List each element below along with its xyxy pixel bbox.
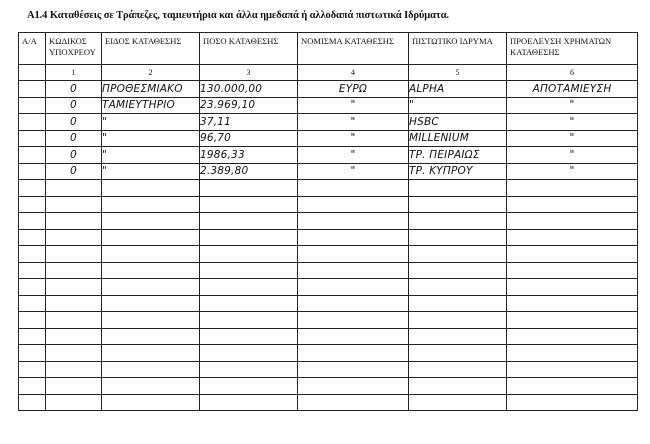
code-cell: 0 bbox=[46, 97, 102, 114]
code-cell bbox=[46, 394, 102, 411]
table-row bbox=[19, 97, 638, 114]
code-cell bbox=[46, 180, 102, 197]
origin-cell bbox=[507, 361, 638, 378]
currency-cell: " bbox=[298, 130, 409, 147]
type-cell bbox=[102, 279, 200, 296]
currency-cell bbox=[298, 213, 409, 230]
currency-cell bbox=[298, 378, 409, 395]
amount-cell bbox=[200, 345, 298, 362]
currency-cell bbox=[298, 361, 409, 378]
table-row bbox=[19, 130, 638, 147]
column-number: 3 bbox=[200, 65, 298, 81]
aa-cell bbox=[19, 196, 46, 213]
currency-cell bbox=[298, 312, 409, 329]
empty-table-row bbox=[19, 196, 638, 213]
code-cell: 0 bbox=[46, 147, 102, 164]
amount-cell bbox=[200, 262, 298, 279]
header-type: ΕΙΔΟΣ ΚΑΤΑΘΕΣΗΣ bbox=[102, 33, 200, 65]
bank-cell bbox=[409, 180, 507, 197]
column-number: 6 bbox=[507, 65, 638, 81]
bank-cell bbox=[409, 196, 507, 213]
aa-cell bbox=[19, 97, 46, 114]
bank-cell bbox=[409, 229, 507, 246]
empty-table-row bbox=[19, 361, 638, 378]
amount-cell bbox=[200, 361, 298, 378]
type-cell bbox=[102, 378, 200, 395]
bank-cell: ΤΡ. ΠΕΙΡΑΙΩΣ bbox=[409, 147, 507, 164]
origin-cell bbox=[507, 180, 638, 197]
currency-cell: ΕΥΡΩ bbox=[298, 81, 409, 98]
bank-cell bbox=[409, 262, 507, 279]
empty-table-row bbox=[19, 328, 638, 345]
currency-cell: " bbox=[298, 97, 409, 114]
code-cell bbox=[46, 196, 102, 213]
amount-cell: 1986,33 bbox=[200, 147, 298, 164]
bank-cell bbox=[409, 378, 507, 395]
amount-cell bbox=[200, 378, 298, 395]
amount-cell: 23.969,10 bbox=[200, 97, 298, 114]
column-number: 1 bbox=[46, 65, 102, 81]
currency-cell bbox=[298, 345, 409, 362]
table-row bbox=[19, 163, 638, 180]
empty-table-row bbox=[19, 246, 638, 263]
bank-cell: MILLENIUM bbox=[409, 130, 507, 147]
code-cell: 0 bbox=[46, 114, 102, 131]
code-cell bbox=[46, 312, 102, 329]
code-cell: 0 bbox=[46, 130, 102, 147]
header-aa: Α/Α bbox=[19, 33, 46, 65]
aa-cell bbox=[19, 295, 46, 312]
origin-cell bbox=[507, 279, 638, 296]
currency-cell bbox=[298, 229, 409, 246]
aa-cell bbox=[19, 147, 46, 164]
currency-cell: " bbox=[298, 147, 409, 164]
bank-cell bbox=[409, 312, 507, 329]
column-number: 4 bbox=[298, 65, 409, 81]
code-cell: 0 bbox=[46, 81, 102, 98]
type-cell bbox=[102, 196, 200, 213]
column-number-blank bbox=[19, 65, 46, 81]
aa-cell bbox=[19, 163, 46, 180]
type-cell bbox=[102, 262, 200, 279]
amount-cell bbox=[200, 213, 298, 230]
origin-cell bbox=[507, 312, 638, 329]
aa-cell bbox=[19, 262, 46, 279]
currency-cell bbox=[298, 394, 409, 411]
column-number: 2 bbox=[102, 65, 200, 81]
empty-table-row bbox=[19, 378, 638, 395]
bank-cell bbox=[409, 246, 507, 263]
code-cell bbox=[46, 213, 102, 230]
bank-cell bbox=[409, 361, 507, 378]
amount-cell bbox=[200, 229, 298, 246]
amount-cell: 2.389,80 bbox=[200, 163, 298, 180]
empty-table-row bbox=[19, 229, 638, 246]
empty-table-row bbox=[19, 345, 638, 362]
bank-cell bbox=[409, 328, 507, 345]
deposits-table bbox=[18, 32, 638, 411]
empty-table-row bbox=[19, 312, 638, 329]
empty-table-row bbox=[19, 213, 638, 230]
table-row bbox=[19, 147, 638, 164]
header-code: ΚΩΔΙΚΟΣ ΥΠΟΧΡΕΟΥ bbox=[46, 33, 102, 65]
bank-cell bbox=[409, 394, 507, 411]
aa-cell bbox=[19, 328, 46, 345]
table-body bbox=[19, 65, 638, 411]
empty-table-row bbox=[19, 180, 638, 197]
aa-cell bbox=[19, 229, 46, 246]
code-cell: 0 bbox=[46, 163, 102, 180]
currency-cell bbox=[298, 180, 409, 197]
aa-cell bbox=[19, 180, 46, 197]
origin-cell: ΑΠΟΤΑΜΙΕΥΣΗ bbox=[507, 81, 638, 98]
aa-cell bbox=[19, 361, 46, 378]
bank-cell bbox=[409, 213, 507, 230]
aa-cell bbox=[19, 279, 46, 296]
type-cell: " bbox=[102, 130, 200, 147]
currency-cell bbox=[298, 196, 409, 213]
type-cell bbox=[102, 180, 200, 197]
type-cell bbox=[102, 328, 200, 345]
table-row bbox=[19, 114, 638, 131]
origin-cell bbox=[507, 262, 638, 279]
code-cell bbox=[46, 279, 102, 296]
table-row bbox=[19, 81, 638, 98]
origin-cell bbox=[507, 394, 638, 411]
code-cell bbox=[46, 378, 102, 395]
currency-cell bbox=[298, 262, 409, 279]
origin-cell bbox=[507, 328, 638, 345]
origin-cell: " bbox=[507, 97, 638, 114]
origin-cell: " bbox=[507, 163, 638, 180]
aa-cell bbox=[19, 345, 46, 362]
header-amount: ΠΟΣΟ ΚΑΤΑΘΕΣΗΣ bbox=[200, 33, 298, 65]
origin-cell bbox=[507, 196, 638, 213]
origin-cell bbox=[507, 213, 638, 230]
bank-cell bbox=[409, 295, 507, 312]
empty-table-row bbox=[19, 262, 638, 279]
header-row bbox=[19, 33, 638, 65]
code-cell bbox=[46, 328, 102, 345]
currency-cell bbox=[298, 295, 409, 312]
bank-cell bbox=[409, 345, 507, 362]
aa-cell bbox=[19, 130, 46, 147]
type-cell: ΤΑΜΙΕΥΤΗΡΙΟ bbox=[102, 97, 200, 114]
aa-cell bbox=[19, 114, 46, 131]
type-cell: ΠΡΟΘΕΣΜΙΑΚΟ bbox=[102, 81, 200, 98]
code-cell bbox=[46, 345, 102, 362]
type-cell bbox=[102, 394, 200, 411]
code-cell bbox=[46, 295, 102, 312]
aa-cell bbox=[19, 213, 46, 230]
origin-cell bbox=[507, 229, 638, 246]
type-cell bbox=[102, 345, 200, 362]
origin-cell: " bbox=[507, 114, 638, 131]
aa-cell bbox=[19, 378, 46, 395]
amount-cell bbox=[200, 246, 298, 263]
currency-cell bbox=[298, 279, 409, 296]
amount-cell: 96,70 bbox=[200, 130, 298, 147]
bank-cell: ΤΡ. ΚΥΠΡΟΥ bbox=[409, 163, 507, 180]
origin-cell bbox=[507, 295, 638, 312]
amount-cell bbox=[200, 279, 298, 296]
empty-table-row bbox=[19, 394, 638, 411]
type-cell bbox=[102, 229, 200, 246]
type-cell bbox=[102, 213, 200, 230]
code-cell bbox=[46, 229, 102, 246]
type-cell: " bbox=[102, 163, 200, 180]
origin-cell: " bbox=[507, 147, 638, 164]
amount-cell bbox=[200, 295, 298, 312]
code-cell bbox=[46, 262, 102, 279]
page-title: Α1.4 Καταθέσεις σε Τράπεζες, ταμιευτήρια και άλλα ημεδαπά ή αλλοδαπά πιστωτικά Ιδρύματα. bbox=[27, 10, 449, 21]
header-origin: ΠΡΟΕΛΕΥΣΗ ΧΡΗΜΑΤΩΝ ΚΑΤΑΘΕΣΗΣ bbox=[507, 33, 638, 65]
code-cell bbox=[46, 361, 102, 378]
bank-cell: HSBC bbox=[409, 114, 507, 131]
currency-cell bbox=[298, 246, 409, 263]
type-cell bbox=[102, 312, 200, 329]
origin-cell bbox=[507, 246, 638, 263]
origin-cell: " bbox=[507, 130, 638, 147]
aa-cell bbox=[19, 312, 46, 329]
origin-cell bbox=[507, 345, 638, 362]
empty-table-row bbox=[19, 279, 638, 296]
column-number-row bbox=[19, 65, 638, 81]
header-bank: ΠΙΣΤΩΤΙΚΟ ΙΔΡΥΜΑ bbox=[409, 33, 507, 65]
type-cell bbox=[102, 295, 200, 312]
aa-cell bbox=[19, 246, 46, 263]
currency-cell: " bbox=[298, 114, 409, 131]
amount-cell: 130.000,00 bbox=[200, 81, 298, 98]
code-cell bbox=[46, 246, 102, 263]
type-cell: " bbox=[102, 147, 200, 164]
bank-cell: " bbox=[409, 97, 507, 114]
amount-cell bbox=[200, 328, 298, 345]
amount-cell: 37,11 bbox=[200, 114, 298, 131]
currency-cell: " bbox=[298, 163, 409, 180]
type-cell: " bbox=[102, 114, 200, 131]
type-cell bbox=[102, 246, 200, 263]
header-currency: ΝΟΜΙΣΜΑ ΚΑΤΑΘΕΣΗΣ bbox=[298, 33, 409, 65]
aa-cell bbox=[19, 81, 46, 98]
amount-cell bbox=[200, 312, 298, 329]
amount-cell bbox=[200, 180, 298, 197]
type-cell bbox=[102, 361, 200, 378]
aa-cell bbox=[19, 394, 46, 411]
empty-table-row bbox=[19, 295, 638, 312]
column-number: 5 bbox=[409, 65, 507, 81]
bank-cell bbox=[409, 279, 507, 296]
bank-cell: ALPHA bbox=[409, 81, 507, 98]
amount-cell bbox=[200, 196, 298, 213]
origin-cell bbox=[507, 378, 638, 395]
amount-cell bbox=[200, 394, 298, 411]
currency-cell bbox=[298, 328, 409, 345]
